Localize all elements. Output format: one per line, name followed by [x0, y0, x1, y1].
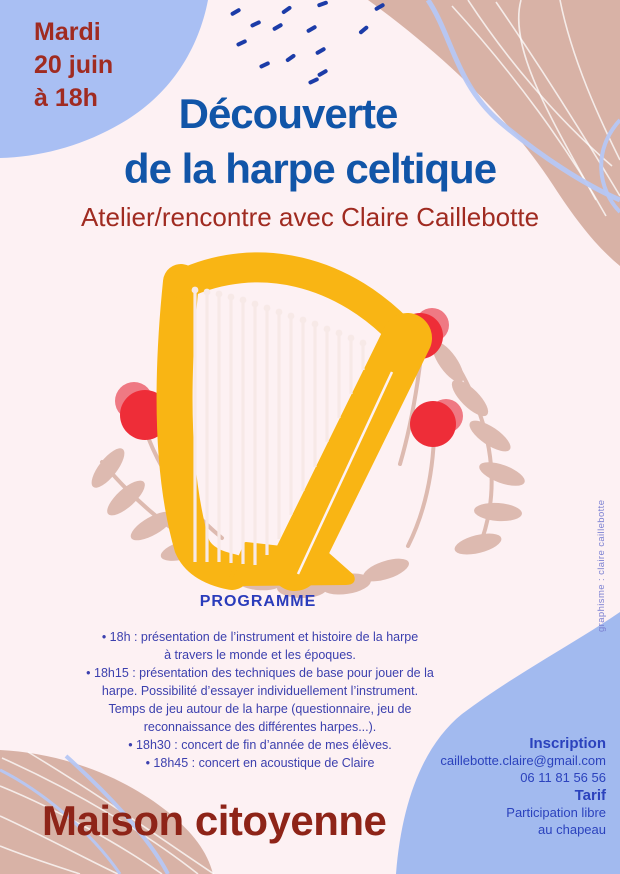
- tarif-line: Participation libre: [506, 805, 606, 820]
- title-line-1: Découverte: [178, 90, 398, 137]
- harp-illustration: [60, 250, 560, 600]
- graphic-credit: graphisme : claire caillebotte: [596, 499, 607, 632]
- contact-email: caillebotte.claire@gmail.com: [440, 753, 606, 768]
- subtitle: Atelier/rencontre avec Claire Caillebotte: [80, 202, 540, 232]
- tarif-line: au chapeau: [538, 821, 606, 837]
- program-line: • 18h30 : concert de fin d’année de mes élèves.: [128, 738, 392, 752]
- program-line: • 18h45 : concert en acoustique de Claire: [145, 756, 375, 770]
- date-line: 20 juin: [34, 51, 114, 79]
- contact-block: [440, 734, 606, 838]
- program-line: • 18h : présentation de l’instrument et histoire de la harpe: [101, 630, 419, 644]
- venue-name: Maison citoyenne: [42, 797, 387, 844]
- date-line: à 18h: [34, 84, 98, 112]
- program-line: reconnaissance des différentes harpes...).: [143, 720, 377, 734]
- flower: [410, 399, 463, 447]
- program-line: Temps de jeu autour de la harpe (questionnaire, jeu de: [108, 702, 412, 716]
- date-line: Mardi: [34, 18, 101, 46]
- tarif-lines: [440, 805, 606, 838]
- program-line: à travers le monde et les époques.: [164, 648, 356, 662]
- tarif-label: Tarif: [574, 787, 606, 804]
- inscription-label: Inscription: [529, 735, 606, 752]
- program-heading: PROGRAMME: [199, 593, 317, 610]
- program-line: • 18h15 : présentation des techniques de base pour jouer de la: [86, 666, 434, 680]
- contact-phone: 06 11 81 56 56: [520, 769, 606, 785]
- title-line-2: de la harpe celtique: [123, 145, 497, 192]
- program-line: harpe. Possibilité d’essayer individuellement l’instrument.: [101, 684, 419, 698]
- page-title: [0, 86, 620, 196]
